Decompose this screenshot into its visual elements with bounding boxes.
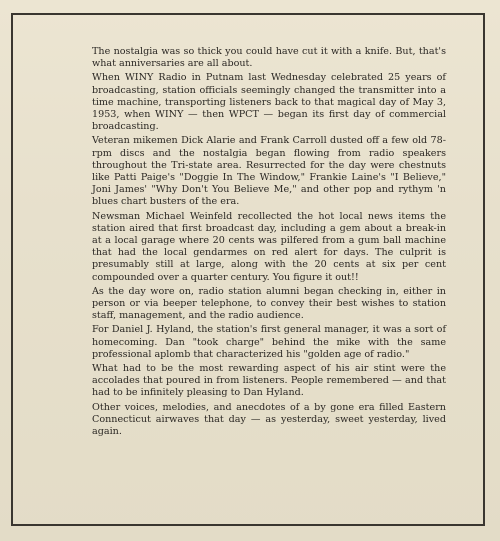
paragraph-8: Other voices, melodies, and anecdotes of a by gone era filled Eastern Connecticut airwaves that day — as yesterday, sweet yesterday, lived again. <box>92 401 446 438</box>
paragraph-2: When WINY Radio in Putnam last Wednesday celebrated 25 years of broadcasting, station officials seemingly changed the transmitter into a time machine, transporting listeners back to that magical day of May 3, 1953, when WINY — then WPCT — began its first day of commercial broadcasting. <box>92 72 446 133</box>
paragraph-4: Newsman Michael Weinfeld recollected the hot local news items the station aired that first broadcast day, including a gem about a break-in at a local garage where 20 cents was pilfered from a gum ball machine that had the local gendarmes on red alert for days. The culprit is presumably still at large, along with the 20 cents at six per cent compounded over a quarter century. You figure it out!! <box>92 210 446 283</box>
paragraph-3: Veteran mikemen Dick Alarie and Frank Carroll dusted off a few old 78-rpm discs and the nostalgia began flowing from radio speakers throughout the Tri-state area. Resurrected for the day were chestnuts like Patti Paige's "Doggie In The Window," Frankie Laine's "I Believe," Joni James' "Why Don't You Believe Me," and other pop and rythym 'n blues chart busters of the era. <box>92 135 446 208</box>
paragraph-6: For Daniel J. Hyland, the station's first general manager, it was a sort of homecoming. Dan "took charge" behind the mike with the same professional aplomb that characterized his "golden age of radio." <box>92 324 446 360</box>
paragraph-7: What had to be the most rewarding aspect of his air stint were the accolades that poured in from listeners. People remembered — and that had to be infinitely pleasing to Dan Hyland. <box>92 363 446 399</box>
article-body <box>92 46 446 440</box>
paragraph-1: The nostalgia was so thick you could have cut it with a knife. But, that's what anniversaries are all about. <box>92 46 446 70</box>
paragraph-5: As the day wore on, radio station alumni began checking in, either in person or via beeper telephone, to convey their best wishes to station staff, management, and the radio audience. <box>92 285 446 322</box>
